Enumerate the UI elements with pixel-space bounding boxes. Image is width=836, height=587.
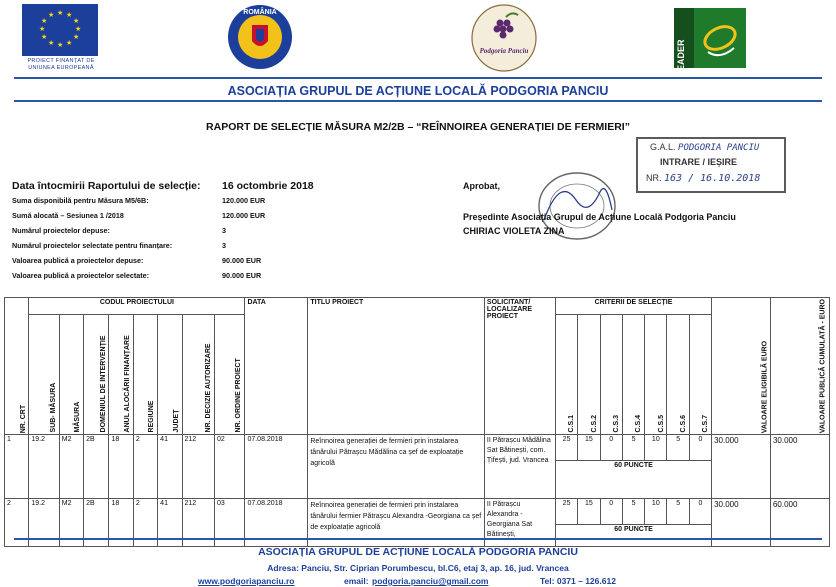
row-public-value: 60.000 xyxy=(770,499,829,547)
romania-ministry-logo xyxy=(222,3,298,71)
row-date: 07.08.2018 xyxy=(245,499,308,547)
row-public-value: 30.000 xyxy=(770,435,829,499)
row-score: 0 xyxy=(600,435,622,461)
field-label: Valoarea publică a proiectelor selectate: xyxy=(12,271,150,280)
field-value: 3 xyxy=(222,241,226,250)
header-decision-number: NR. DECIZIE AUTORIZARE xyxy=(182,314,214,434)
row-score: 5 xyxy=(667,499,689,525)
row-domain: 2B xyxy=(84,499,109,547)
field-label: Sumă alocată – Sesiunea 1 /2018 xyxy=(12,211,124,220)
row-year: 18 xyxy=(109,499,133,547)
president-name: CHIRIAC VIOLETA ZINA xyxy=(463,226,565,236)
row-decision: 212 xyxy=(182,435,214,499)
report-title: RAPORT DE SELECȚIE MĂSURA M2/2B – “REÎNNOIREA GENERAȚIEI DE FERMIERI” xyxy=(206,121,630,133)
table-row xyxy=(5,435,830,461)
row-nr: 2 xyxy=(5,499,29,547)
header-region: REGIUNE xyxy=(133,314,157,434)
field-label: Numărul proiectelor selectate pentru finanțare: xyxy=(12,241,173,250)
header-criterion-6: C.S.6 xyxy=(667,314,689,434)
stamp-handwritten-gal: PODGORIA PANCIU xyxy=(678,143,760,153)
registration-stamp xyxy=(636,137,786,193)
association-title: ASOCIAȚIA GRUPUL DE ACȚIUNE LOCALĂ PODGORIA PANCIU xyxy=(227,84,609,98)
row-region: 2 xyxy=(133,435,157,499)
header-intervention-domain: DOMENIUL DE INTERVENȚIE xyxy=(84,314,109,434)
footer-phone: Tel: 0371 – 126.612 xyxy=(540,576,616,586)
row-date: 07.08.2018 xyxy=(245,435,308,499)
header-applicant: SOLICITANT/ LOCALIZARE PROIECT xyxy=(484,298,555,435)
row-score: 0 xyxy=(600,499,622,525)
header-criterion-7: C.S.7 xyxy=(689,314,711,434)
header-selection-criteria: CRITERII DE SELECȚIE xyxy=(555,298,711,315)
header-project-code: CODUL PROIECTULUI xyxy=(29,298,245,315)
row-title: Reînnoirea generației de fermieri prin instalarea tânărului Pătrașcu Mădălina ca șef de exploatație agricolă xyxy=(308,435,485,499)
row-score: 5 xyxy=(667,435,689,461)
header-eligible-value: VALOARE ELIGIBILĂ EURO xyxy=(712,298,771,435)
field-label: Numărul proiectelor depuse: xyxy=(12,226,110,235)
row-county: 41 xyxy=(158,499,182,547)
field-value: 120.000 EUR xyxy=(222,196,266,205)
field-value: 90.000 EUR xyxy=(222,256,262,265)
header-order-number: NR. ORDINE PROIECT xyxy=(214,314,244,434)
row-score: 15 xyxy=(578,435,600,461)
field-value: 120.000 EUR xyxy=(222,211,266,220)
field-label: Valoarea publică a proiectelor depuse: xyxy=(12,256,144,265)
podgoria-logo-text: Podgoria Panciu xyxy=(479,47,529,55)
row-total-points: 60 PUNCTE xyxy=(555,525,711,547)
president-line: Președinte Asociația Grupul de Acțiune Locală Podgoria Panciu xyxy=(463,212,736,222)
row-nr: 1 xyxy=(5,435,29,499)
podgoria-panciu-logo xyxy=(470,3,538,73)
row-score: 0 xyxy=(689,499,711,525)
header-county: JUDEȚ xyxy=(158,314,182,434)
row-sub-measure: 19.2 xyxy=(29,435,59,499)
row-title: Reînnoirea generației de fermieri prin instalarea tânărului fermier Pătrașcu Alexandra -Georgiana ca șef de exploatație agricolă xyxy=(308,499,485,547)
eu-flag-logo: ★ ★ ★ ★ ★ ★ ★ ★ ★ ★ ★ ★ xyxy=(22,4,98,56)
stamp-entry-exit: INTRARE / IEȘIRE xyxy=(660,157,738,167)
leader-logo-text: LEADER xyxy=(676,39,686,68)
approved-label: Aprobat, xyxy=(463,181,500,191)
row-year: 18 xyxy=(109,435,133,499)
row-order: 03 xyxy=(214,499,244,547)
row-county: 41 xyxy=(158,435,182,499)
header-date: DATA xyxy=(245,298,308,435)
projects-table xyxy=(4,297,830,547)
header-criterion-4: C.S.4 xyxy=(622,314,644,434)
row-score: 10 xyxy=(645,435,667,461)
row-applicant: II Pătrașcu Mădălina Sat Bătinești, com. Țifești, jud. Vrancea xyxy=(484,435,555,499)
field-label: Suma disponibilă pentru Măsura M5/6B: xyxy=(12,196,149,205)
row-sub-measure: 19.2 xyxy=(29,499,59,547)
field-value: 90.000 EUR xyxy=(222,271,262,280)
row-eligible-value: 30.000 xyxy=(712,435,771,499)
header-criterion-3: C.S.3 xyxy=(600,314,622,434)
header-criterion-2: C.S.2 xyxy=(578,314,600,434)
table-row xyxy=(5,499,830,525)
header-allocation-year: ANUL ALOCĂRII FINANȚARE xyxy=(109,314,133,434)
footer-website-link[interactable]: www.podgoriapanciu.ro xyxy=(198,576,295,586)
stamp-gal-label: G.A.L. xyxy=(650,142,676,152)
footer-email-link[interactable]: podgoria.panciu@gmail.com xyxy=(372,576,489,586)
eu-caption: PROIECT FINANȚAT DE UNIUNEA EUROPEANĂ xyxy=(27,58,95,71)
row-decision: 212 xyxy=(182,499,214,547)
row-eligible-value: 30.000 xyxy=(712,499,771,547)
header-divider xyxy=(14,77,822,79)
row-score: 0 xyxy=(689,435,711,461)
field-value: 3 xyxy=(222,226,226,235)
footer-divider xyxy=(14,538,822,540)
row-score: 5 xyxy=(622,435,644,461)
report-date-value: 16 octombrie 2018 xyxy=(222,180,314,192)
stamp-nr-label: NR. xyxy=(646,173,662,183)
row-measure: M2 xyxy=(59,499,83,547)
report-date-label: Data întocmirii Raportului de selecție: xyxy=(12,180,201,192)
leader-logo xyxy=(674,8,746,68)
row-applicant: II Pătrașcu Alexandra - Georgiana Sat Bătinești, xyxy=(484,499,555,547)
row-domain: 2B xyxy=(84,435,109,499)
row-score: 25 xyxy=(555,435,577,461)
row-region: 2 xyxy=(133,499,157,547)
header-public-value: VALOARE PUBLICĂ CUMULATĂ - EURO xyxy=(770,298,829,435)
row-order: 02 xyxy=(214,435,244,499)
footer-title: ASOCIAȚIA GRUPUL DE ACȚIUNE LOCALĂ PODGORIA PANCIU xyxy=(258,546,578,558)
row-total-points: 60 PUNCTE xyxy=(555,461,711,499)
header-criterion-5: C.S.5 xyxy=(645,314,667,434)
header-divider-bottom xyxy=(14,100,822,102)
header-measure: MĂSURA xyxy=(59,314,83,434)
row-score: 10 xyxy=(645,499,667,525)
header-project-title: TITLU PROIECT xyxy=(308,298,485,435)
row-score: 25 xyxy=(555,499,577,525)
header-criterion-1: C.S.1 xyxy=(555,314,577,434)
header-sub-measure: SUB- MĂSURA xyxy=(29,314,59,434)
header-nr-crt: NR. CRT xyxy=(5,298,29,435)
row-measure: M2 xyxy=(59,435,83,499)
footer-email-label: email: xyxy=(344,576,369,586)
footer-address: Adresa: Panciu, Str. Ciprian Porumbescu, bl.C6, etaj 3, ap. 16, jud. Vrancea xyxy=(267,563,569,573)
row-score: 5 xyxy=(622,499,644,525)
stamp-handwritten-number: 163 / 16.10.2018 xyxy=(664,173,761,184)
row-score: 15 xyxy=(578,499,600,525)
romania-logo-text: ROMÂNIA xyxy=(243,9,277,16)
